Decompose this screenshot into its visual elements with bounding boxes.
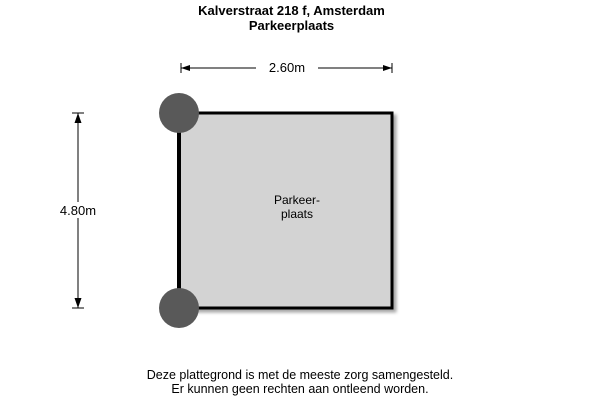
disclaimer-line2: Er kunnen geen rechten aan ontleend worden. (171, 382, 429, 396)
height-dim-arrow-bottom (75, 298, 82, 308)
column-bottom (159, 288, 199, 328)
room-label-line1: Parkeer- (273, 193, 321, 207)
column-top (159, 93, 199, 133)
width-dim-label: 2.60m (268, 60, 306, 75)
room-type-title: Parkeerplaats (248, 18, 335, 33)
width-dim-arrow-left (181, 65, 190, 71)
width-dimension (181, 59, 392, 75)
height-dim-arrow-top (75, 113, 82, 123)
disclaimer-line1: Deze plattegrond is met de meeste zorg samengesteld. (146, 368, 454, 382)
height-dim-label: 4.80m (59, 203, 97, 218)
height-dimension (48, 113, 108, 308)
room-label-line2: plaats (280, 207, 314, 221)
width-dim-arrow-right (383, 65, 392, 71)
address-title: Kalverstraat 218 f, Amsterdam (198, 3, 385, 18)
